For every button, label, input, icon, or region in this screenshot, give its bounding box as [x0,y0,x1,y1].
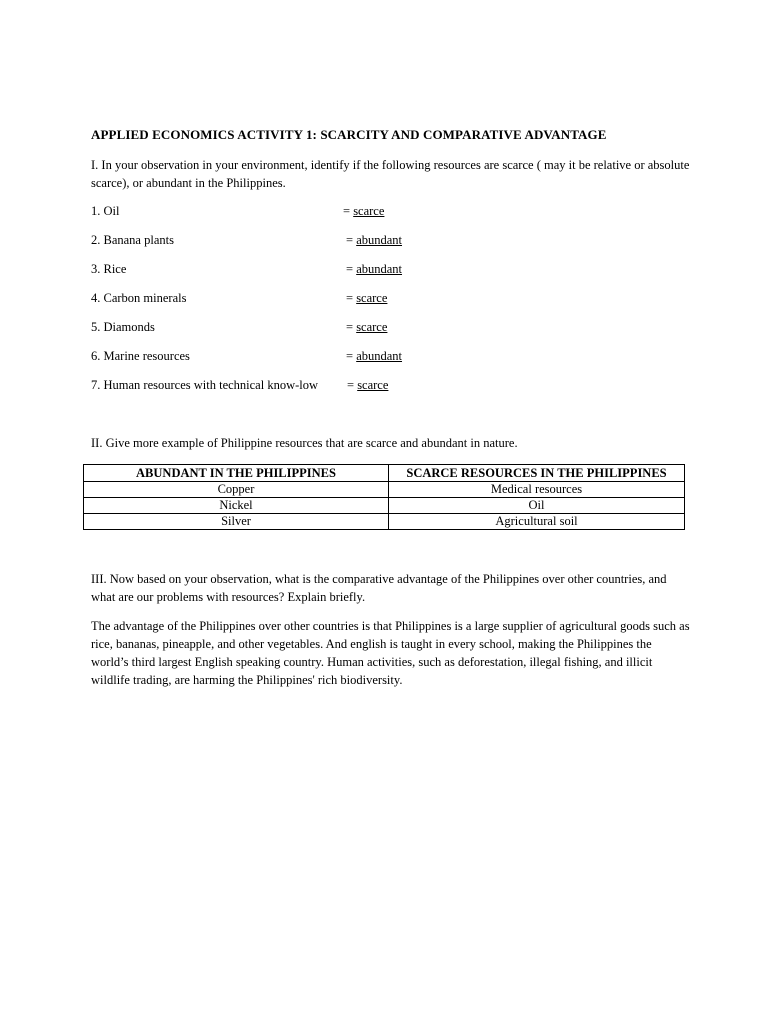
table-cell: Silver [84,514,389,530]
item-answer [346,289,387,307]
table-cell: Nickel [84,498,389,514]
activity-title: APPLIED ECONOMICS ACTIVITY 1: SCARCITY AND COMPARATIVE ADVANTAGE [91,127,607,142]
equals-sign: = [346,262,357,276]
item-label: 1. Oil [91,204,120,218]
item-label: 5. Diamonds [91,320,155,334]
resources-table [83,464,685,530]
equals-sign: = [347,378,358,392]
table-cell: Medical resources [389,482,685,498]
answer-value: abundant [356,233,403,247]
equals-sign: = [343,204,354,218]
item-answer [346,318,387,336]
item-label: 6. Marine resources [91,349,190,363]
equals-sign: = [346,349,357,363]
answer-value: scarce [356,320,388,334]
item-label: 3. Rice [91,262,127,276]
section-3-answer: The advantage of the Philippines over other countries is that Philippines is a large supplier of agricultural goods such as rice, bananas, pineapple, and other vegetables. And english is taught in every school, making the Philippines the world’s third largest English speaking country. Human activities, such as deforestation, illegal fishing, and illicit wildlife trading, are harming the Philippines' rich biodiversity. [91,619,690,687]
equals-sign: = [346,291,357,305]
table-cell: Copper [84,482,389,498]
table-cell: Agricultural soil [389,514,685,530]
item-answer [346,347,402,365]
equals-sign: = [346,233,357,247]
answer-value: abundant [356,262,403,276]
item-label: 4. Carbon minerals [91,291,187,305]
section-1-question: I. In your observation in your environment, identify if the following resources are scarce ( may it be relative or absolute scarce), or abundant in the Philippines. [91,158,690,190]
table-cell: Oil [389,498,685,514]
section-2-question: II. Give more example of Philippine resources that are scarce and abundant in nature. [91,436,518,450]
answer-value: scarce [357,378,389,392]
item-answer [346,260,402,278]
answer-value: scarce [356,291,388,305]
table-header-row [84,465,685,482]
item-label: 7. Human resources with technical know-low [91,378,319,392]
table-row [84,514,685,530]
answer-value: scarce [353,204,385,218]
table-row [84,498,685,514]
column-header-abundant: ABUNDANT IN THE PHILIPPINES [84,465,389,482]
equals-sign: = [346,320,357,334]
section-3-question: III. Now based on your observation, what is the comparative advantage of the Philippines over other countries, and what are our problems with resources? Explain briefly. [91,572,667,604]
item-answer [343,202,384,220]
answer-value: abundant [356,349,403,363]
item-label: 2. Banana plants [91,233,174,247]
item-answer [346,231,402,249]
column-header-scarce: SCARCE RESOURCES IN THE PHILIPPINES [389,465,685,482]
table-row [84,482,685,498]
item-answer [347,376,388,394]
